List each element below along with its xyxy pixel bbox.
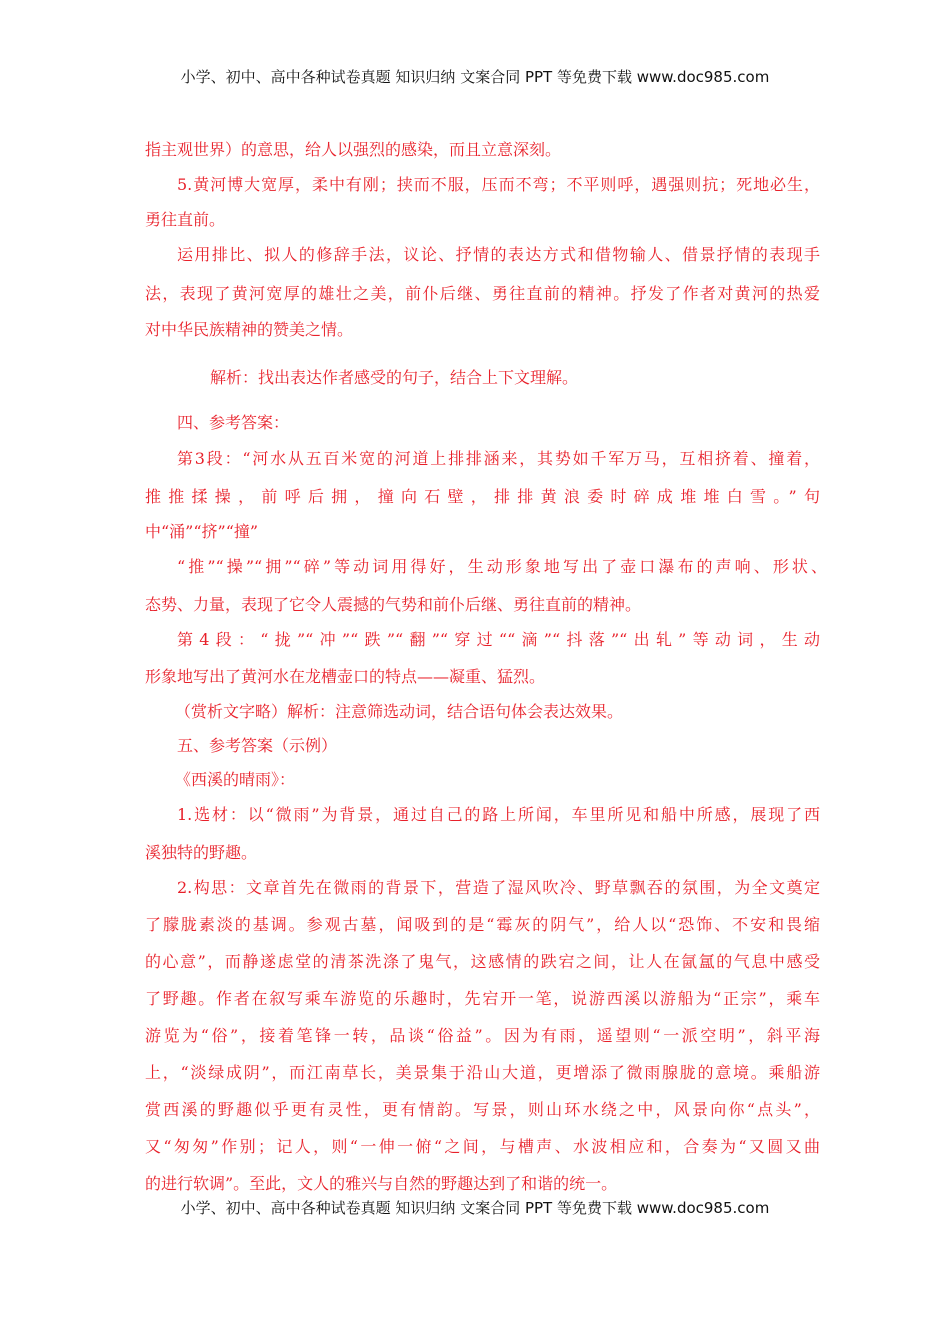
paragraph-line: 态势、力量，表现了它令人震撼的气势和前仆后继、勇往直前的精神。: [145, 595, 642, 614]
paragraph-line: 对中华民族精神的赞美之情。: [145, 320, 354, 339]
paragraph-line: 2.构思：文章首先在微雨的背景下，营造了湿风吹冷、野草飘吞的氛围，为全文奠定: [177, 878, 820, 897]
paragraph-line: 的心意”，而静遂虑堂的清茶洗涤了鬼气，这感情的跌宕之间，让人在氤氲的气息中感受: [145, 952, 820, 971]
paragraph-line: 形象地写出了黄河水在龙槽壶口的特点——凝重、猛烈。: [145, 667, 546, 686]
paragraph-line: 溪独特的野趣。: [145, 843, 258, 862]
paragraph-line: 法，表现了黄河宽厚的雄壮之美，前仆后继、勇往直前的精神。抒发了作者对黄河的热爱: [145, 284, 820, 303]
paragraph-line: 又“匆匆”作别；记人，则“一伸一俯“之间，与槽声、水波相应和，合奏为“又圆又曲: [145, 1137, 820, 1156]
page-footer-watermark: 小学、初中、高中各种试卷真题 知识归纳 文案合同 PPT 等免费下载 www.doc985.com: [180, 1199, 770, 1217]
analysis-note: 解析：找出表达作者感受的句子，结合上下文理解。: [210, 368, 579, 387]
analysis-note: （赏析文字略）解析：注意筛选动词，结合语句体会表达效果。: [175, 702, 624, 721]
paragraph-line: 赏西溪的野趣似乎更有灵性，更有情韵。写景，则山环水绕之中，风景向你“点头”，: [145, 1100, 820, 1119]
paragraph-line: 上，“淡绿成阴”，而江南草长，美景集于沿山大道，更增添了微雨腺胧的意境。乘船游: [145, 1063, 820, 1082]
paragraph-line: 游览为“俗”，接着笔锋一转，品谈“俗益”。因为有雨，遥望则“一派空明”，斜平海: [145, 1026, 820, 1045]
section-heading-5: 五、参考答案（示例）: [177, 736, 338, 755]
paragraph-line: 第4段：“拢”“冲”“跌”“翻”“穿过““滴”“抖落”“出轧”等动词，生动: [177, 630, 820, 649]
page-header-watermark: 小学、初中、高中各种试卷真题 知识归纳 文案合同 PPT 等免费下载 www.doc985.com: [180, 68, 770, 86]
paragraph-line: 指主观世界）的意思，给人以强烈的感染，而且立意深刻。: [145, 140, 562, 159]
paragraph-line: 中“涌”“挤”“撞”: [145, 522, 259, 541]
paragraph-line: 1.选材：以“微雨”为背景，通过自己的路上所闻，车里所见和船中所感，展现了西: [177, 805, 820, 824]
paragraph-line: “推”“操”“拥”“碎”等动词用得好，生动形象地写出了壶口瀑布的声响、形状、: [177, 557, 827, 576]
paragraph-line: 的进行软调”。至此，文人的雅兴与自然的野趣达到了和谐的统一。: [145, 1174, 618, 1193]
paragraph-line: 5.黄河博大宽厚，柔中有刚；挟而不服，压而不弯；不平则呼，遇强则抗；死地必生，: [177, 175, 820, 194]
paragraph-line: 第3段：“河水从五百米宽的河道上排排涵来，其势如千军万马，互相挤着、撞着，: [177, 449, 820, 468]
section-heading-4: 四、参考答案：: [177, 413, 290, 432]
paragraph-line: 推推揉操，前呼后拥，撞向石壁，排排黄浪委时碎成堆堆白雪。”句: [145, 487, 820, 506]
essay-title: 《西溪的晴雨》：: [175, 770, 296, 789]
paragraph-line: 勇往直前。: [145, 210, 226, 229]
paragraph-line: 了朦胧素淡的基调。参观古墓，闻吸到的是“霉灰的阴气”，给人以“恐饰、不安和畏缩: [145, 915, 820, 934]
paragraph-line: 了野趣。作者在叙写乘车游览的乐趣时，先宕开一笔，说游西溪以游船为“正宗”，乘车: [145, 989, 820, 1008]
paragraph-line: 运用排比、拟人的修辞手法，议论、抒情的表达方式和借物输人、借景抒情的表现手: [177, 245, 820, 264]
